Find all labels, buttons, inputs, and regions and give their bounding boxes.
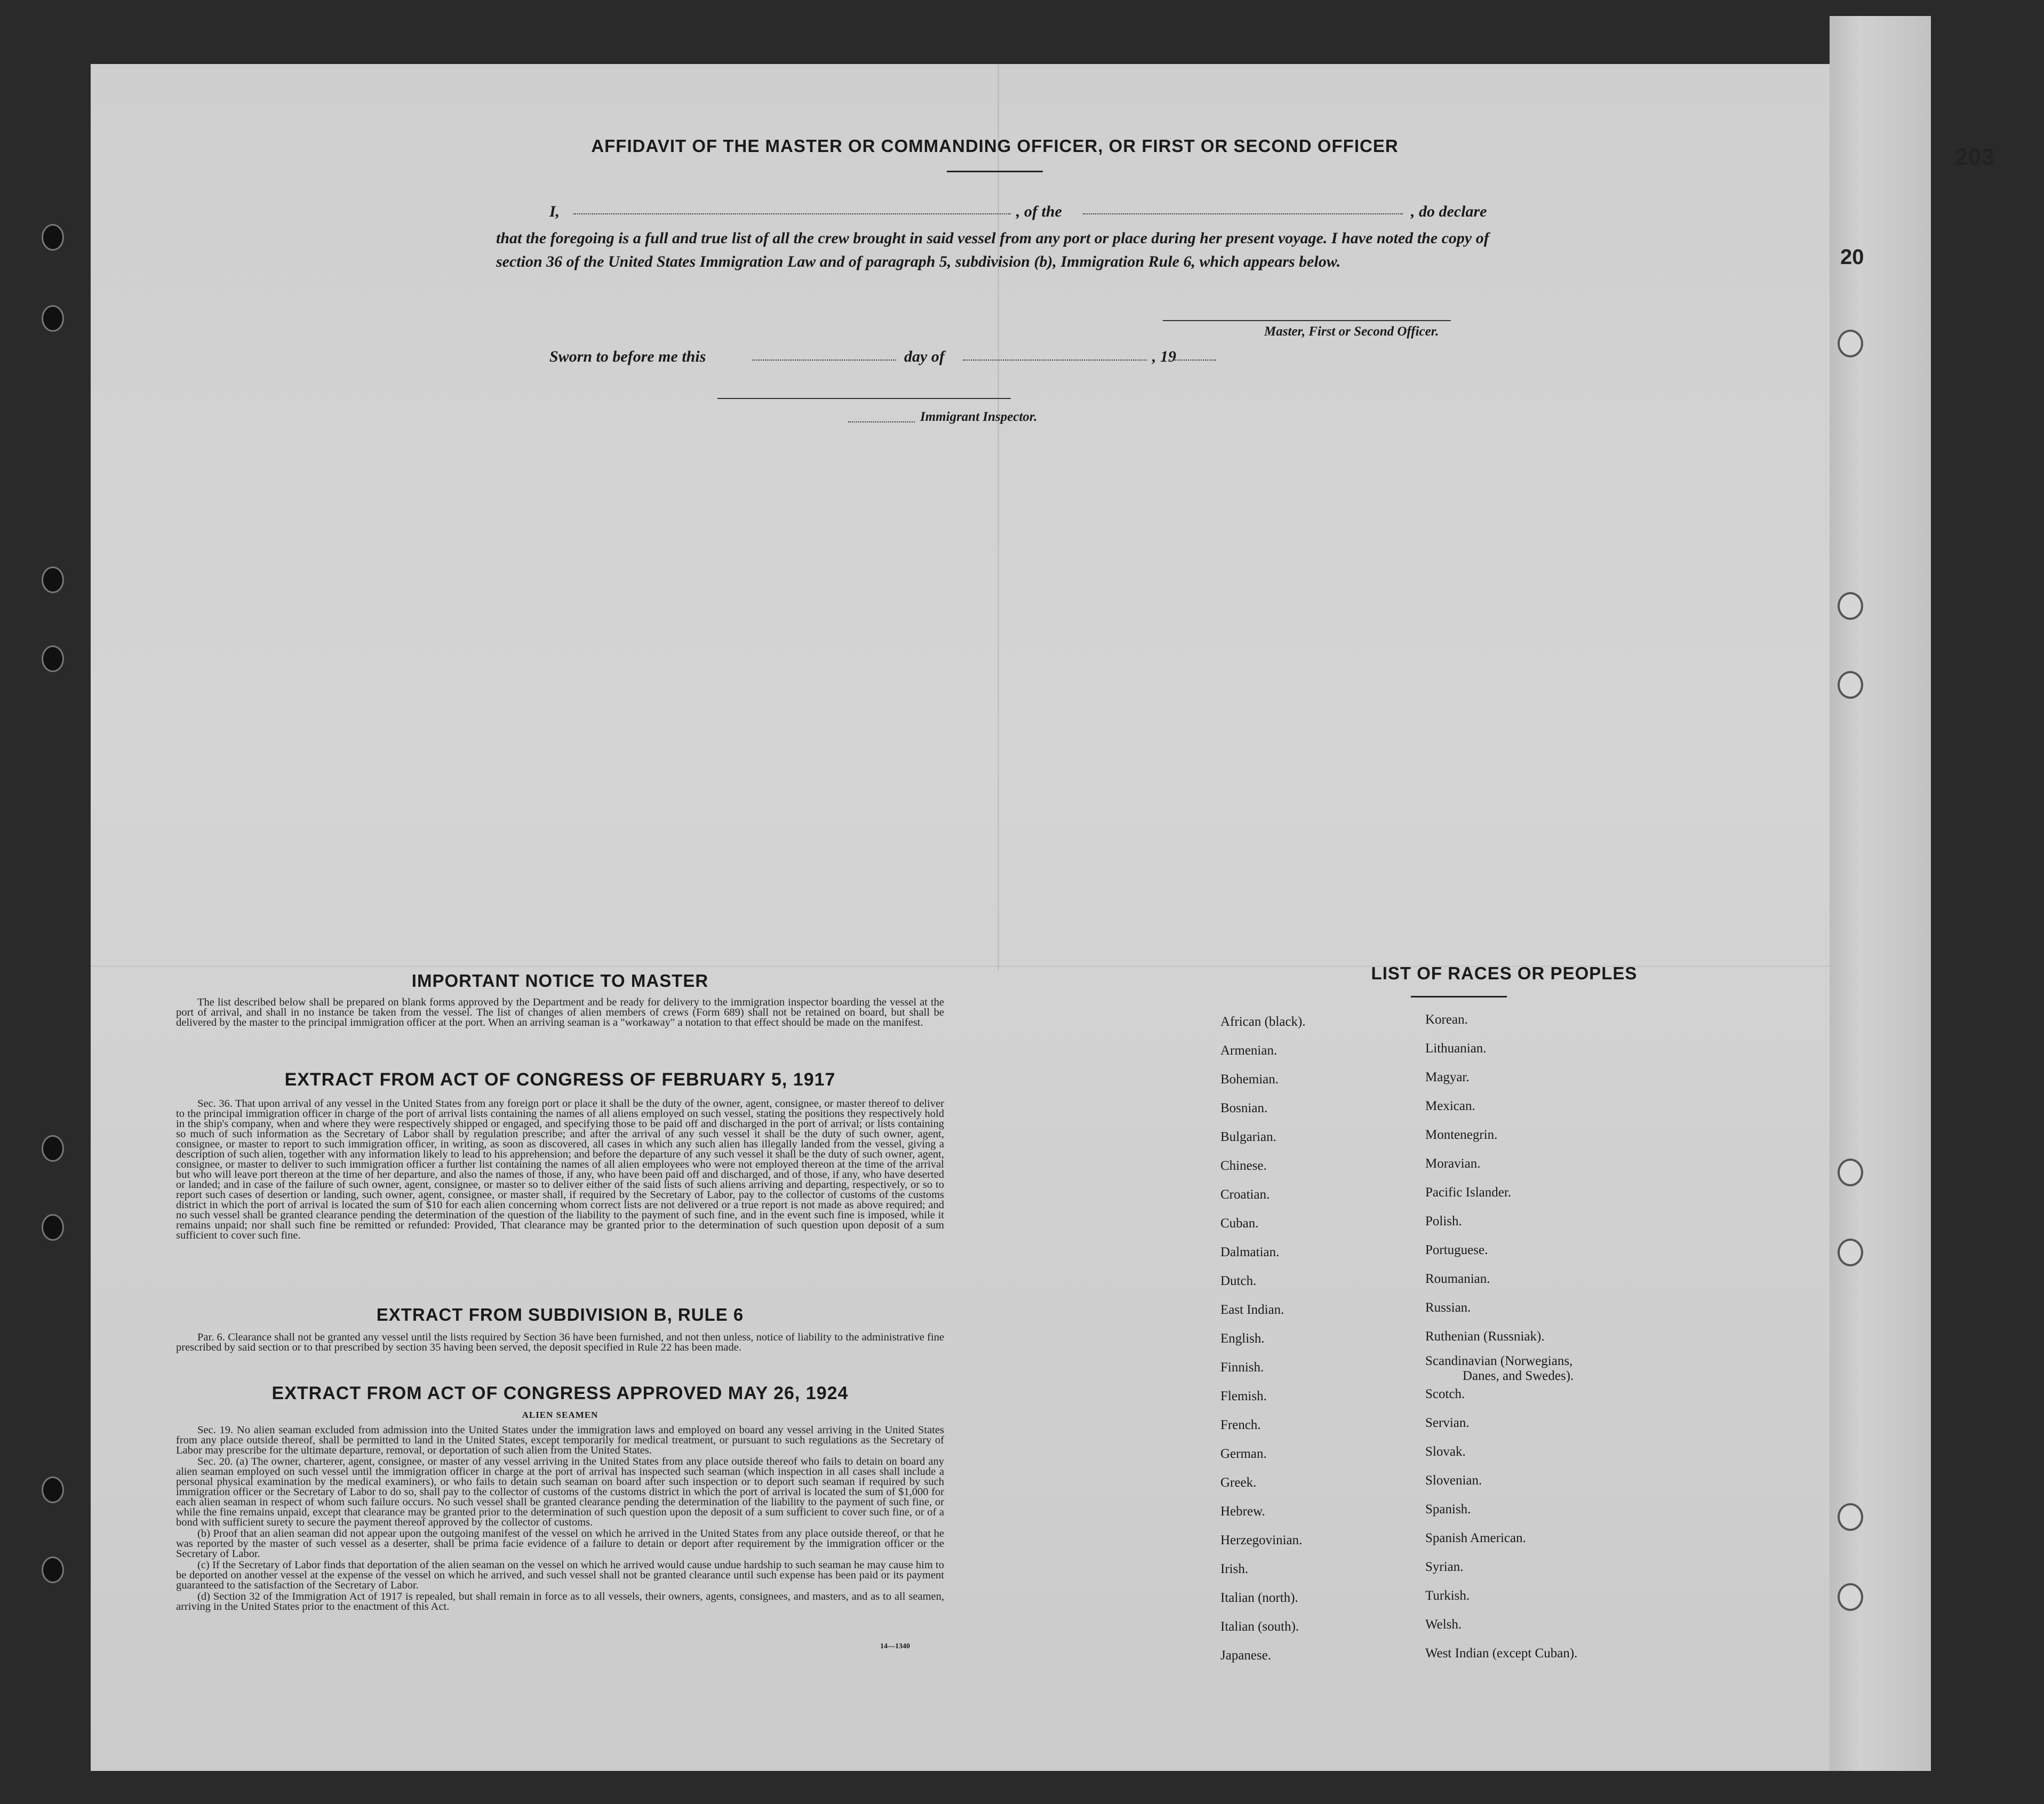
race-item: African (black). — [1220, 1015, 1306, 1029]
affidavit-title: AFFIDAVIT OF THE MASTER OR COMMANDING OFFICER, OR FIRST OR SECOND OFFICER — [591, 136, 1399, 156]
year-label: , 19 — [1152, 348, 1176, 365]
page-number: 203 — [1955, 144, 1994, 170]
binder-hole-icon — [42, 305, 64, 332]
race-item-continued: Danes, and Swedes). — [1463, 1369, 1574, 1383]
binder-hole-icon — [1838, 1503, 1863, 1531]
fold-line-vertical — [997, 64, 999, 971]
race-item: Spanish. — [1425, 1502, 1471, 1516]
race-item: Cuban. — [1220, 1216, 1259, 1231]
binder-hole-icon — [42, 224, 64, 251]
extract3-title: EXTRACT FROM ACT OF CONGRESS APPROVED MAY 26, 1924 — [272, 1383, 849, 1403]
race-item: Irish. — [1220, 1562, 1249, 1576]
binder-hole-icon — [42, 566, 64, 593]
race-item: Bosnian. — [1220, 1101, 1268, 1115]
of-the-label: , of the — [1016, 203, 1062, 220]
race-item: Bulgarian. — [1220, 1130, 1276, 1144]
race-item: Roumanian. — [1425, 1272, 1490, 1286]
race-item: Korean. — [1425, 1012, 1468, 1027]
race-item: Bohemian. — [1220, 1072, 1279, 1087]
race-item: Scandinavian (Norwegians, — [1425, 1354, 1573, 1368]
race-item: Italian (north). — [1220, 1591, 1298, 1605]
race-item: Lithuanian. — [1425, 1041, 1487, 1056]
races-title: LIST OF RACES OR PEOPLES — [1371, 963, 1638, 983]
race-item: Spanish American. — [1425, 1531, 1526, 1545]
race-item: Hebrew. — [1220, 1504, 1265, 1519]
day-field[interactable] — [752, 360, 896, 361]
extract3-text — [176, 1425, 944, 1613]
race-item: Slovak. — [1425, 1444, 1466, 1459]
extract3-subtitle: ALIEN SEAMEN — [522, 1410, 598, 1420]
race-item: Ruthenian (Russniak). — [1425, 1329, 1545, 1344]
sec19-text: Sec. 19. No alien seaman excluded from admission into the United States under the immigration laws and employed on board any vessel arriving in the United States from any place outside thereof, shall be permitted to land in the United States, except temporarily for medical treatment, or pursuant to such regulations as the Secretary of Labor may prescribe for the ultimate departure, removal, or deportation of such alien from the United States. — [176, 1424, 944, 1456]
form-number: 14—1340 — [880, 1642, 910, 1650]
sec20b-text: (b) Proof that an alien seaman did not appear upon the outgoing manifest of the vessel on which he arrived in the United States from any place outside thereof, or that he was reported by the master of such vessel as a deserter, shall be prima facie evidence of a failure to detain or deport after requirement by the immigration officer or the Secretary of Labor. — [176, 1528, 944, 1560]
side-number: 20 — [1840, 245, 1864, 269]
race-item: Scotch. — [1425, 1387, 1465, 1401]
race-item: West Indian (except Cuban). — [1425, 1646, 1578, 1661]
signature-label: Master, First or Second Officer. — [1264, 324, 1439, 339]
race-item: Mexican. — [1425, 1099, 1475, 1113]
binder-hole-icon — [1838, 330, 1863, 357]
binder-hole-icon — [1838, 671, 1863, 699]
race-item: Japanese. — [1220, 1648, 1272, 1663]
race-item: Armenian. — [1220, 1043, 1278, 1058]
race-item: Russian. — [1425, 1300, 1471, 1315]
binder-hole-icon — [42, 1135, 64, 1162]
race-item: Italian (south). — [1220, 1619, 1299, 1634]
race-item: Finnish. — [1220, 1360, 1264, 1375]
binder-hole-icon — [1838, 1583, 1863, 1611]
day-of-label: day of — [904, 348, 945, 365]
declare-label: , do declare — [1411, 203, 1487, 220]
title-underline — [947, 171, 1043, 172]
race-item: Dalmatian. — [1220, 1245, 1280, 1259]
month-field[interactable] — [963, 360, 1147, 361]
race-item: Welsh. — [1425, 1617, 1462, 1632]
race-item: Slovenian. — [1425, 1473, 1482, 1488]
race-item: Pacific Islander. — [1425, 1185, 1512, 1200]
race-item: Turkish. — [1425, 1589, 1470, 1603]
name-field[interactable] — [573, 213, 1011, 214]
sec20a-text: Sec. 20. (a) The owner, charterer, agent, consignee, or master of any vessel arriving in the United States from any place outside thereof who fails to detain on board any alien seaman employed on such vessel until the immigration officer in charge at the port of arrival has inspected such seaman (which inspection in all cases shall include a personal physical examination by the medical examiners), or who fails to detain such seaman on board after such inspection or to deport such seaman if required by such immigration officer or the Secretary of Labor to do so, shall pay to the collector of customs of the customs district in which the port of arrival is located the sum of $1,000 for each alien seaman in respect of whom such failure occurs. No such vessel shall be granted clearance pending the determination of the liability to the payment of such fine, or while the fine remains unpaid, except that clearance may be granted prior to the determination of such question upon the deposit of a sum sufficient to cover such fine, or of a bond with sufficient surety to secure the payment thereof approved by the collector of customs. — [176, 1456, 944, 1528]
race-item: Greek. — [1220, 1475, 1257, 1490]
extract1-title: EXTRACT FROM ACT OF CONGRESS OF FEBRUARY 5, 1917 — [284, 1069, 836, 1090]
binder-hole-icon — [1838, 592, 1863, 620]
inspector-signature-line[interactable] — [717, 398, 1011, 399]
race-item: Chinese. — [1220, 1159, 1267, 1173]
extract2-text: Par. 6. Clearance shall not be granted any vessel until the lists required by Section 36 have been furnished, and not then unless, notice of liability to the administrative fine prescribed by said section or to that prescribed by section 35 having been served, the deposit specified in Rule 22 has been made. — [176, 1331, 944, 1353]
binder-hole-icon — [42, 1214, 64, 1241]
binder-hole-icon — [42, 1476, 64, 1503]
binder-hole-icon — [42, 645, 64, 672]
race-item: Montenegrin. — [1425, 1128, 1498, 1142]
race-item: German. — [1220, 1447, 1267, 1461]
race-item: Syrian. — [1425, 1560, 1464, 1574]
extract1-text: Sec. 36. That upon arrival of any vessel in the United States from any foreign port or place it shall be the duty of the owner, agent, consignee, or master thereof to deliver to the principal immigration officer in charge of the port of arrival lists containing the names of all aliens employed on such vessel, stating the positions they respectively hold in the ship's company, when and where they were respectively shipped or engaged, and specifying those to be paid off and discharged in the port of arrival; or lists containing so much of such information as the Secretary of Labor shall by regulation prescribe; and after the arrival of any such vessel it shall be the duty of such owner, agent, consignee, or master to report to such immigration officer, in writing, as soon as discovered, all cases in which any such alien has illegally landed from the vessel, giving a description of such alien, together with any information likely to lead to his apprehension; and before the departure of any such vessel it shall be the duty of such owner, agent, consignee, or master to deliver to such immigration officer a further list containing the names of all alien employees who were not employed thereon at the time of the arrival but who will leave port thereon at the time of her departure, and also the names of those, if any, who have been paid off and discharged, and of those, if any, who have deserted or landed; and in case of the failure of such owner, agent, consignee, or master so to deliver either of the said lists of such aliens arriving and departing, respectively, or so to report such cases of desertion or landing, such owner, agent, consignee, or master shall, if required by the Secretary of Labor, pay to the collector of customs of the customs district in which the port of arrival is located the sum of $10 for each alien concerning whom correct lists are not delivered or a true report is not made as above required; and no such vessel shall be granted clearance pending the determination of the question of the liability to the payment of such fine, and in the event such fine is imposed, while it remains unpaid; nor shall such fine be remitted or refunded: Provided, That clearance may be granted prior to the determination of such question upon deposit of a sum sufficient to cover such fine. — [176, 1098, 944, 1241]
i-label: I, — [549, 203, 560, 220]
signature-line[interactable] — [1163, 320, 1451, 321]
sworn-label: Sworn to before me this — [549, 348, 706, 365]
races-title-underline — [1411, 996, 1507, 997]
inspector-label: Immigrant Inspector. — [920, 410, 1037, 424]
race-item: French. — [1220, 1418, 1261, 1432]
race-item: Polish. — [1425, 1214, 1462, 1228]
race-item: Croatian. — [1220, 1187, 1270, 1202]
race-item: Moravian. — [1425, 1156, 1481, 1171]
binder-hole-icon — [1838, 1239, 1863, 1266]
year-field[interactable] — [1173, 360, 1216, 361]
race-item: Flemish. — [1220, 1389, 1267, 1403]
notice-title: IMPORTANT NOTICE TO MASTER — [411, 971, 709, 991]
race-item: Magyar. — [1425, 1070, 1470, 1084]
binder-hole-icon — [1838, 1159, 1863, 1186]
binder-hole-icon — [42, 1556, 64, 1583]
sec20c-text: (c) If the Secretary of Labor finds that deportation of the alien seaman on the vessel on which he arrived would cause undue hardship to such seaman he may cause him to be deported on another vessel at the expense of the vessel on which he arrived, and such vessel shall not be granted clearance until such expense has been paid or its payment guaranteed to the satisfaction of the Secretary of Labor. — [176, 1559, 944, 1591]
race-item: Dutch. — [1220, 1274, 1257, 1288]
race-item: Servian. — [1425, 1416, 1470, 1430]
sec20d-text: (d) Section 32 of the Immigration Act of 1917 is repealed, but shall remain in force as to all vessels, their owners, agents, consignees, and masters, and as to all seamen, arriving in the United States prior to the enactment of this Act. — [176, 1591, 944, 1613]
race-item: East Indian. — [1220, 1303, 1284, 1317]
race-item: English. — [1220, 1331, 1265, 1346]
race-item: Herzegovinian. — [1220, 1533, 1303, 1547]
extract2-title: EXTRACT FROM SUBDIVISION B, RULE 6 — [376, 1305, 744, 1324]
vessel-field[interactable] — [1083, 213, 1403, 214]
race-item: Portuguese. — [1425, 1243, 1488, 1257]
inspector-dotted-line — [848, 421, 915, 422]
affidavit-paragraph: that the foregoing is a full and true list of all the crew brought in said vessel from any port or place during her present voyage. I have noted the copy of section 36 of the United States Immigration Law and of paragraph 5, subdivision (b), Immigration Rule 6, which appears below. — [496, 229, 1489, 270]
notice-text: The list described below shall be prepared on blank forms approved by the Department and be ready for delivery to the immigration inspector boarding the vessel at the port of arrival, and shall in no instance be taken from the vessel. The list of changes of alien members of crews (Form 689) shall not be retained on board, but shall be delivered by the master to the principal immigration officer at the port. When an arriving seaman is a "workaway" a notation to that effect should be made on the manifest. — [176, 996, 944, 1028]
